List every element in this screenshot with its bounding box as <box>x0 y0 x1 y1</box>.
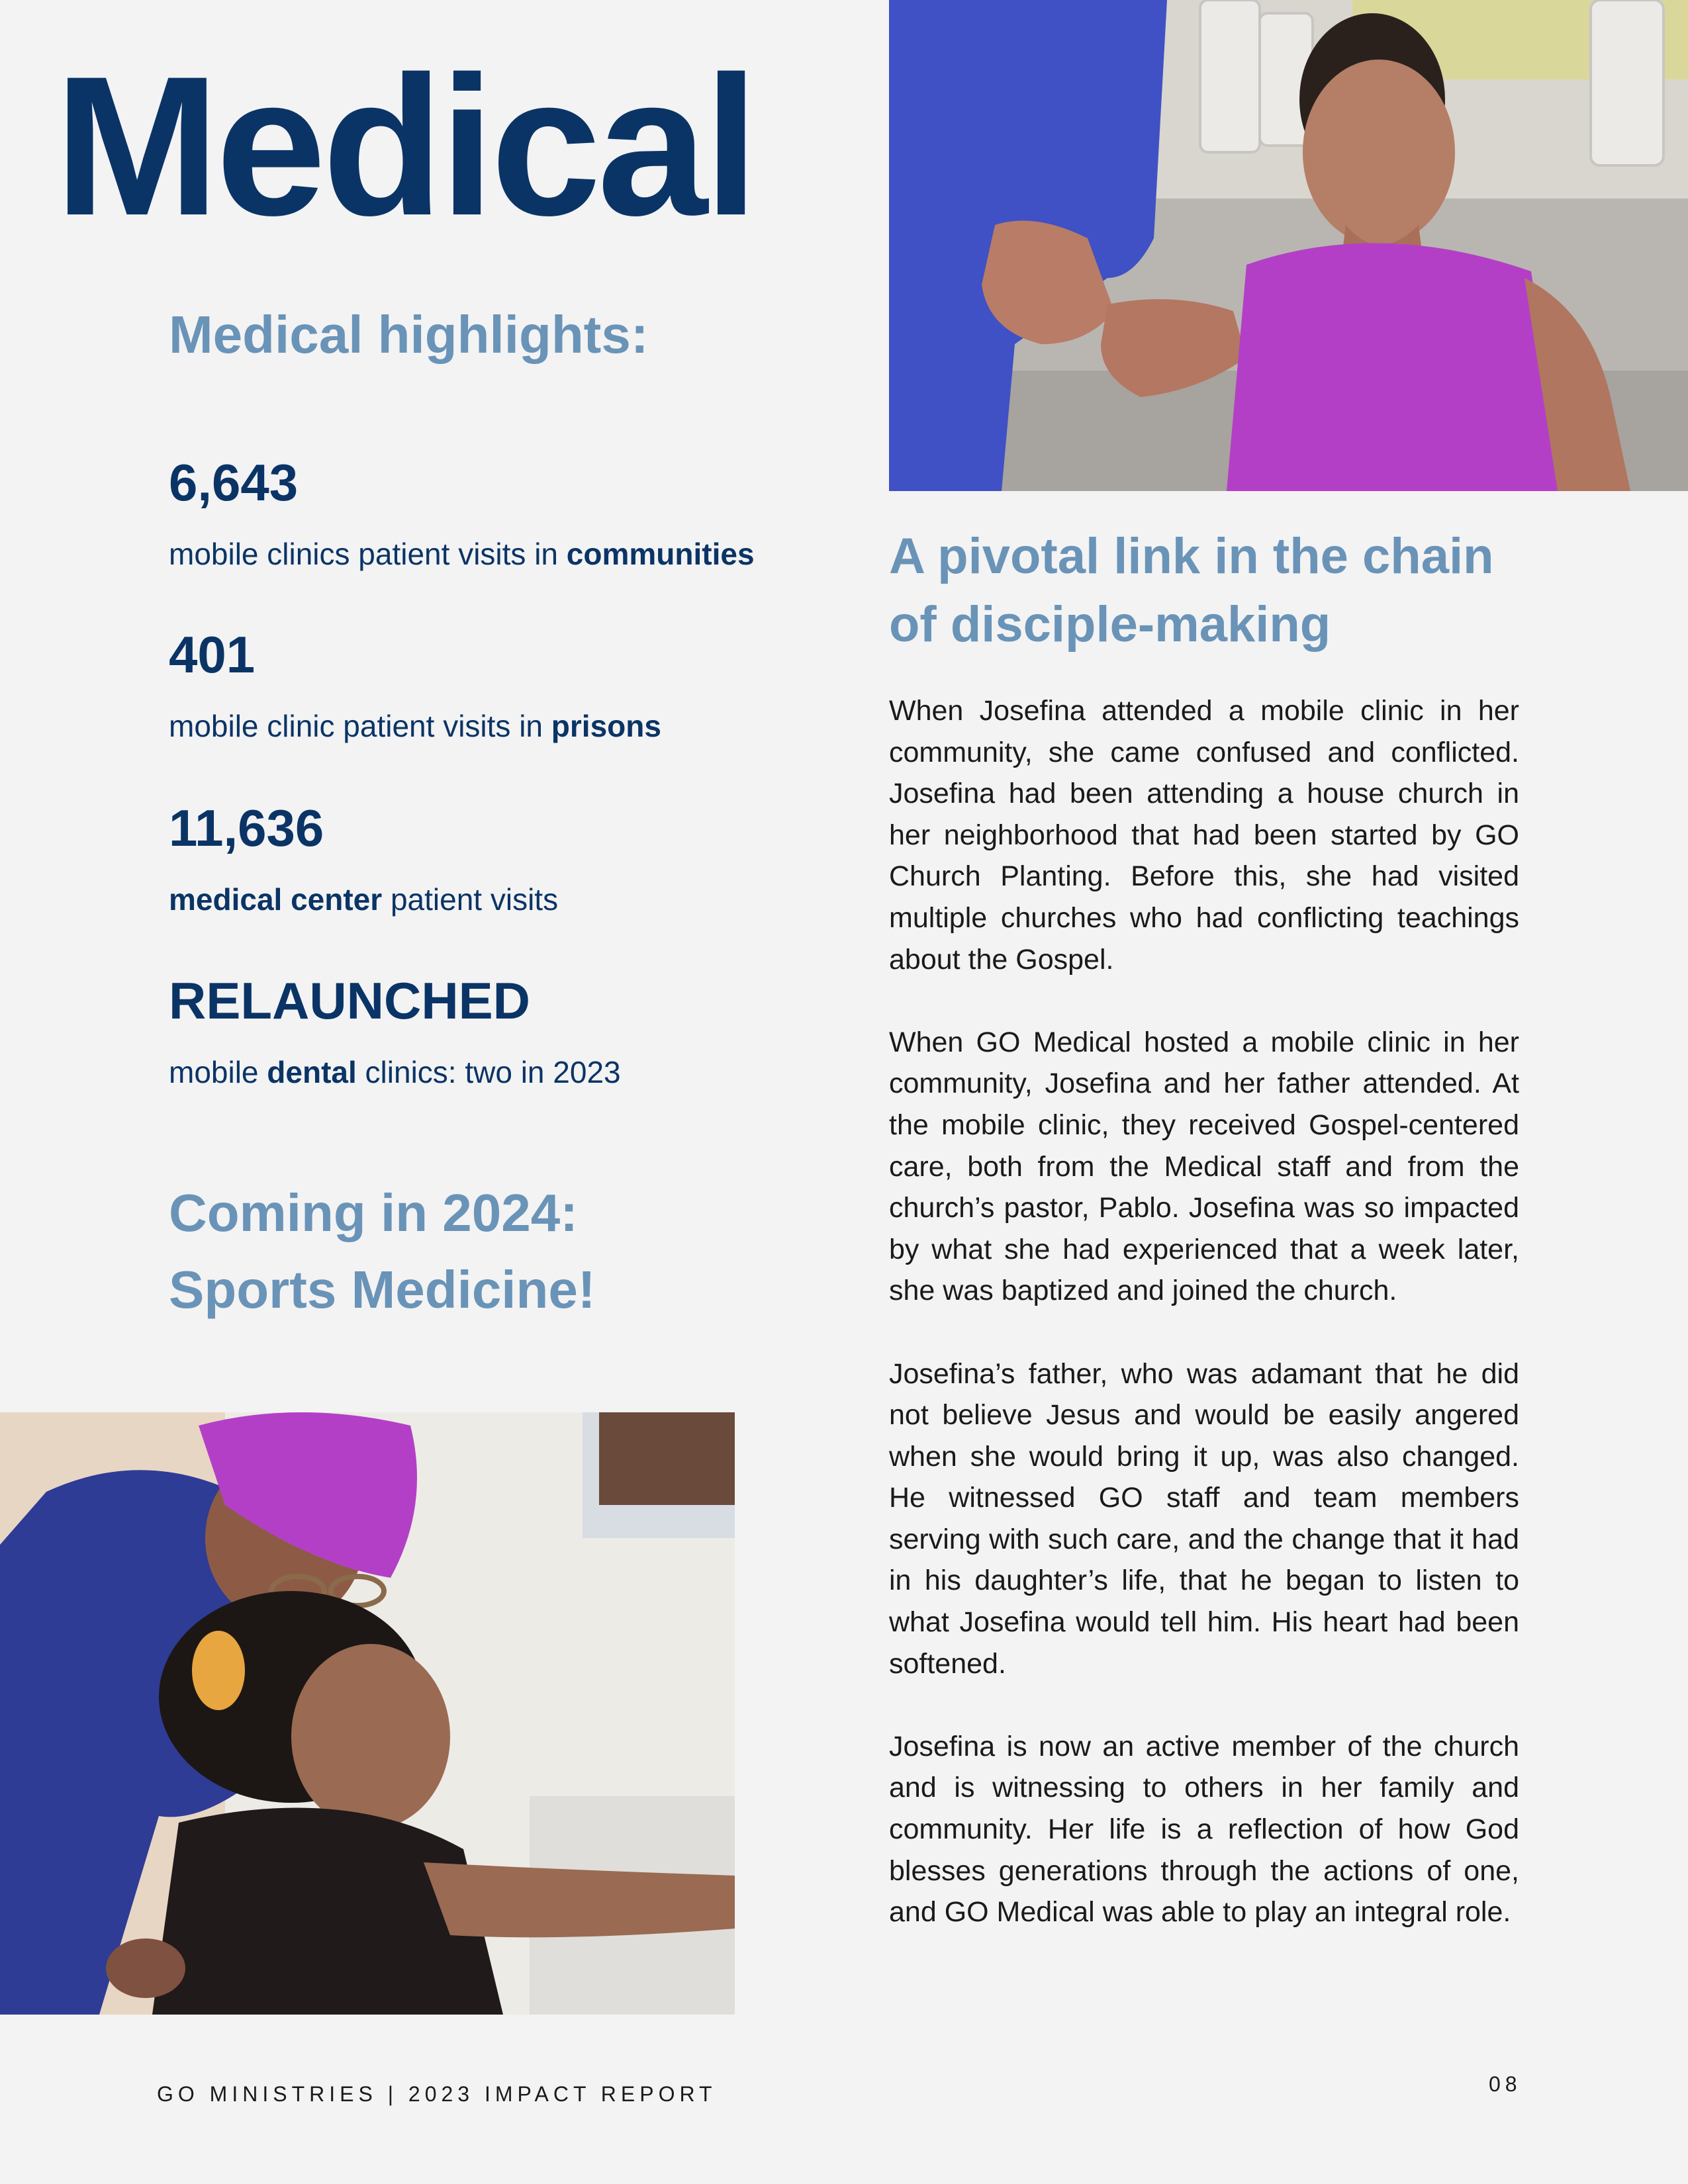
story-paragraph: When Josefina attended a mobile clinic in her community, she came confused and conflicted. Josefina had been attending a house church in her neighborhood that had been started by GO Church Planting. Before this, she had visited multiple churches who had conflicting teachings about the Gospel. <box>889 695 1519 976</box>
stat-dental <box>169 972 621 1089</box>
stat-description: mobile clinics patient visits in communities <box>169 537 755 571</box>
coming-line-2: Sports Medicine! <box>169 1260 596 1319</box>
patient-checkup-photo <box>889 0 1688 491</box>
story-paragraph: Josefina’s father, who was adamant that he did not believe Jesus and would be easily angered when she would bring it up, was also changed. He witnessed GO staff and team members serving with such care, and the change that it had in his daughter’s life, that he began to listen to what Josefina would tell him. His heart had been softened. <box>889 1357 1519 1680</box>
story-heading <box>889 523 1551 659</box>
stat-communities <box>169 453 755 571</box>
highlights-heading: Medical highlights: <box>169 305 649 364</box>
stat-description: mobile dental clinics: two in 2023 <box>169 1055 621 1089</box>
stat-prisons <box>169 625 661 743</box>
page-number: 08 <box>1489 2072 1522 2096</box>
stat-medical-center <box>169 799 559 917</box>
story-body <box>889 690 1519 1974</box>
stat-description: mobile clinic patient visits in prisons <box>169 709 661 743</box>
story-paragraph: When GO Medical hosted a mobile clinic in her community, Josefina and her father attended. At the mobile clinic, they received Gospel-centered care, both from the Medical staff and from the church’s pastor, Pablo. Josefina was so impacted by what she had experienced that a week later, she was baptized and joined the church. <box>889 1026 1519 1307</box>
stat-description: medical center patient visits <box>169 882 559 917</box>
nurse-examining-patient-photo <box>0 1412 735 2015</box>
coming-soon-heading <box>169 1175 596 1328</box>
story-paragraph: Josefina is now an active member of the church and is witnessing to others in her family and community. Her life is a reflection of how God blesses generations through the actions of one, and GO Medical was able to play an integral role. <box>889 1730 1519 1929</box>
stat-value: 11,636 <box>169 799 324 857</box>
story-heading-line-2: of disciple-making <box>889 596 1331 653</box>
story-heading-line-1: A pivotal link in the chain <box>889 528 1494 584</box>
page-title: Medical <box>54 34 755 257</box>
stat-value: 401 <box>169 625 256 684</box>
coming-line-1: Coming in 2024: <box>169 1183 578 1242</box>
stat-value: RELAUNCHED <box>169 972 530 1030</box>
footer-report-title: GO MINISTRIES | 2023 IMPACT REPORT <box>157 2082 717 2106</box>
stat-value: 6,643 <box>169 453 299 512</box>
